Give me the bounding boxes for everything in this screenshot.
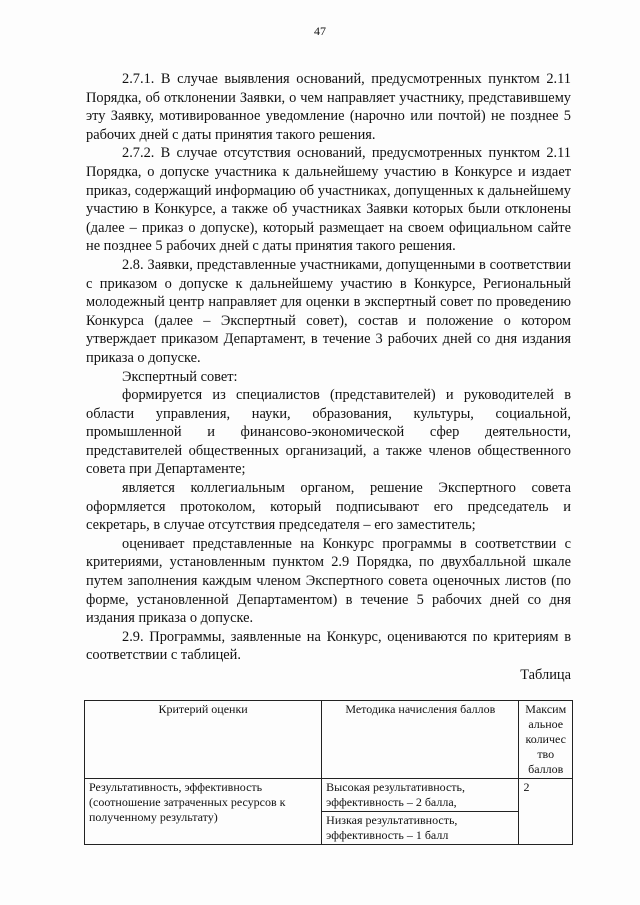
- paragraph-2-9: 2.9. Программы, заявленные на Конкурс, оцениваются по критериям в соответствии с таблицей.: [86, 628, 571, 664]
- paragraph-council-formation: формируется из специалистов (представителей) и руководителей в области управления, науки, образования, культуры, социальной, промышленной и финансово-экономической сфер деятельности, представителей общественных организаций, а также членов общественного совета при Департаменте;: [86, 387, 571, 478]
- cell-method-low: Низкая результативность, эффективность – 1 балл: [322, 812, 519, 845]
- paragraph-2-7-1: 2.7.1. В случае выявления оснований, предусмотренных пунктом 2.11 Порядка, об отклонении Заявки, о чем направляет участнику, представившему эту Заявку, мотивированное уведомление (нарочно или почтой) не позднее 5 рабочих дней с даты принятия такого решения.: [86, 71, 571, 143]
- page-number: 47: [314, 24, 326, 38]
- table-row: [85, 779, 573, 812]
- header-method: Методика начисления баллов: [322, 701, 519, 779]
- header-max-line: тво: [537, 747, 555, 761]
- criteria-table: [84, 700, 573, 845]
- document-body: [86, 70, 571, 665]
- header-max-points: [519, 701, 573, 779]
- table-header-row: [85, 701, 573, 779]
- header-max-line: количес: [525, 732, 566, 746]
- paragraph-2-8: 2.8. Заявки, представленные участниками, допущенными в соответствии с приказом о допуске к дальнейшему участию в Конкурсе, Региональный молодежный центр направляет для оценки в экспертный совет по проведению Конкурса (далее – Экспертный совет), состав и положение о котором утверждает приказом Департамент, в течение 3 рабочих дней со дня издания приказа о допуске.: [86, 256, 571, 366]
- paragraph-expert-council: Экспертный совет:: [122, 368, 238, 385]
- paragraph-2-7-2: 2.7.2. В случае отсутствия оснований, предусмотренных пунктом 2.11 Порядка, о допуске участника к дальнейшему участию в Конкурсе и издает приказ, содержащий информацию об участниках, допущенных к дальнейшему участию в Конкурсе, а также об участниках Заявки которых были отклонены (далее – приказ о допуске), который размещает на своем официальном сайте не позднее 5 рабочих дней с даты принятия такого решения.: [86, 145, 571, 255]
- header-max-line: баллов: [528, 762, 564, 776]
- cell-method-high: Высокая результативность, эффективность – 2 балла,: [322, 779, 519, 812]
- cell-criterion: Результативность, эффективность (соотношение затраченных ресурсов к полученному результату): [85, 779, 322, 845]
- header-criterion: Критерий оценки: [85, 701, 322, 779]
- cell-max-points: 2: [519, 779, 573, 845]
- header-max-line: Максим: [525, 702, 567, 716]
- paragraph-council-evaluation: оценивает представленные на Конкурс программы в соответствии с критериями, установленным пунктом 2.9 Порядка, по двухбалльной шкале путем заполнения каждым членом Экспертного совета оценочных листов (по форме, установленной Департаментом) в течение 5 рабочих дней со дня издания приказа о допуске.: [86, 535, 571, 627]
- paragraph-council-collegial: является коллегиальным органом, решение Экспертного совета оформляется протоколом, который подписывают его председатель и секретарь, в случае отсутствия председателя – его заместитель;: [86, 480, 571, 534]
- header-max-line: альное: [528, 717, 564, 731]
- table-caption: Таблица: [520, 667, 571, 683]
